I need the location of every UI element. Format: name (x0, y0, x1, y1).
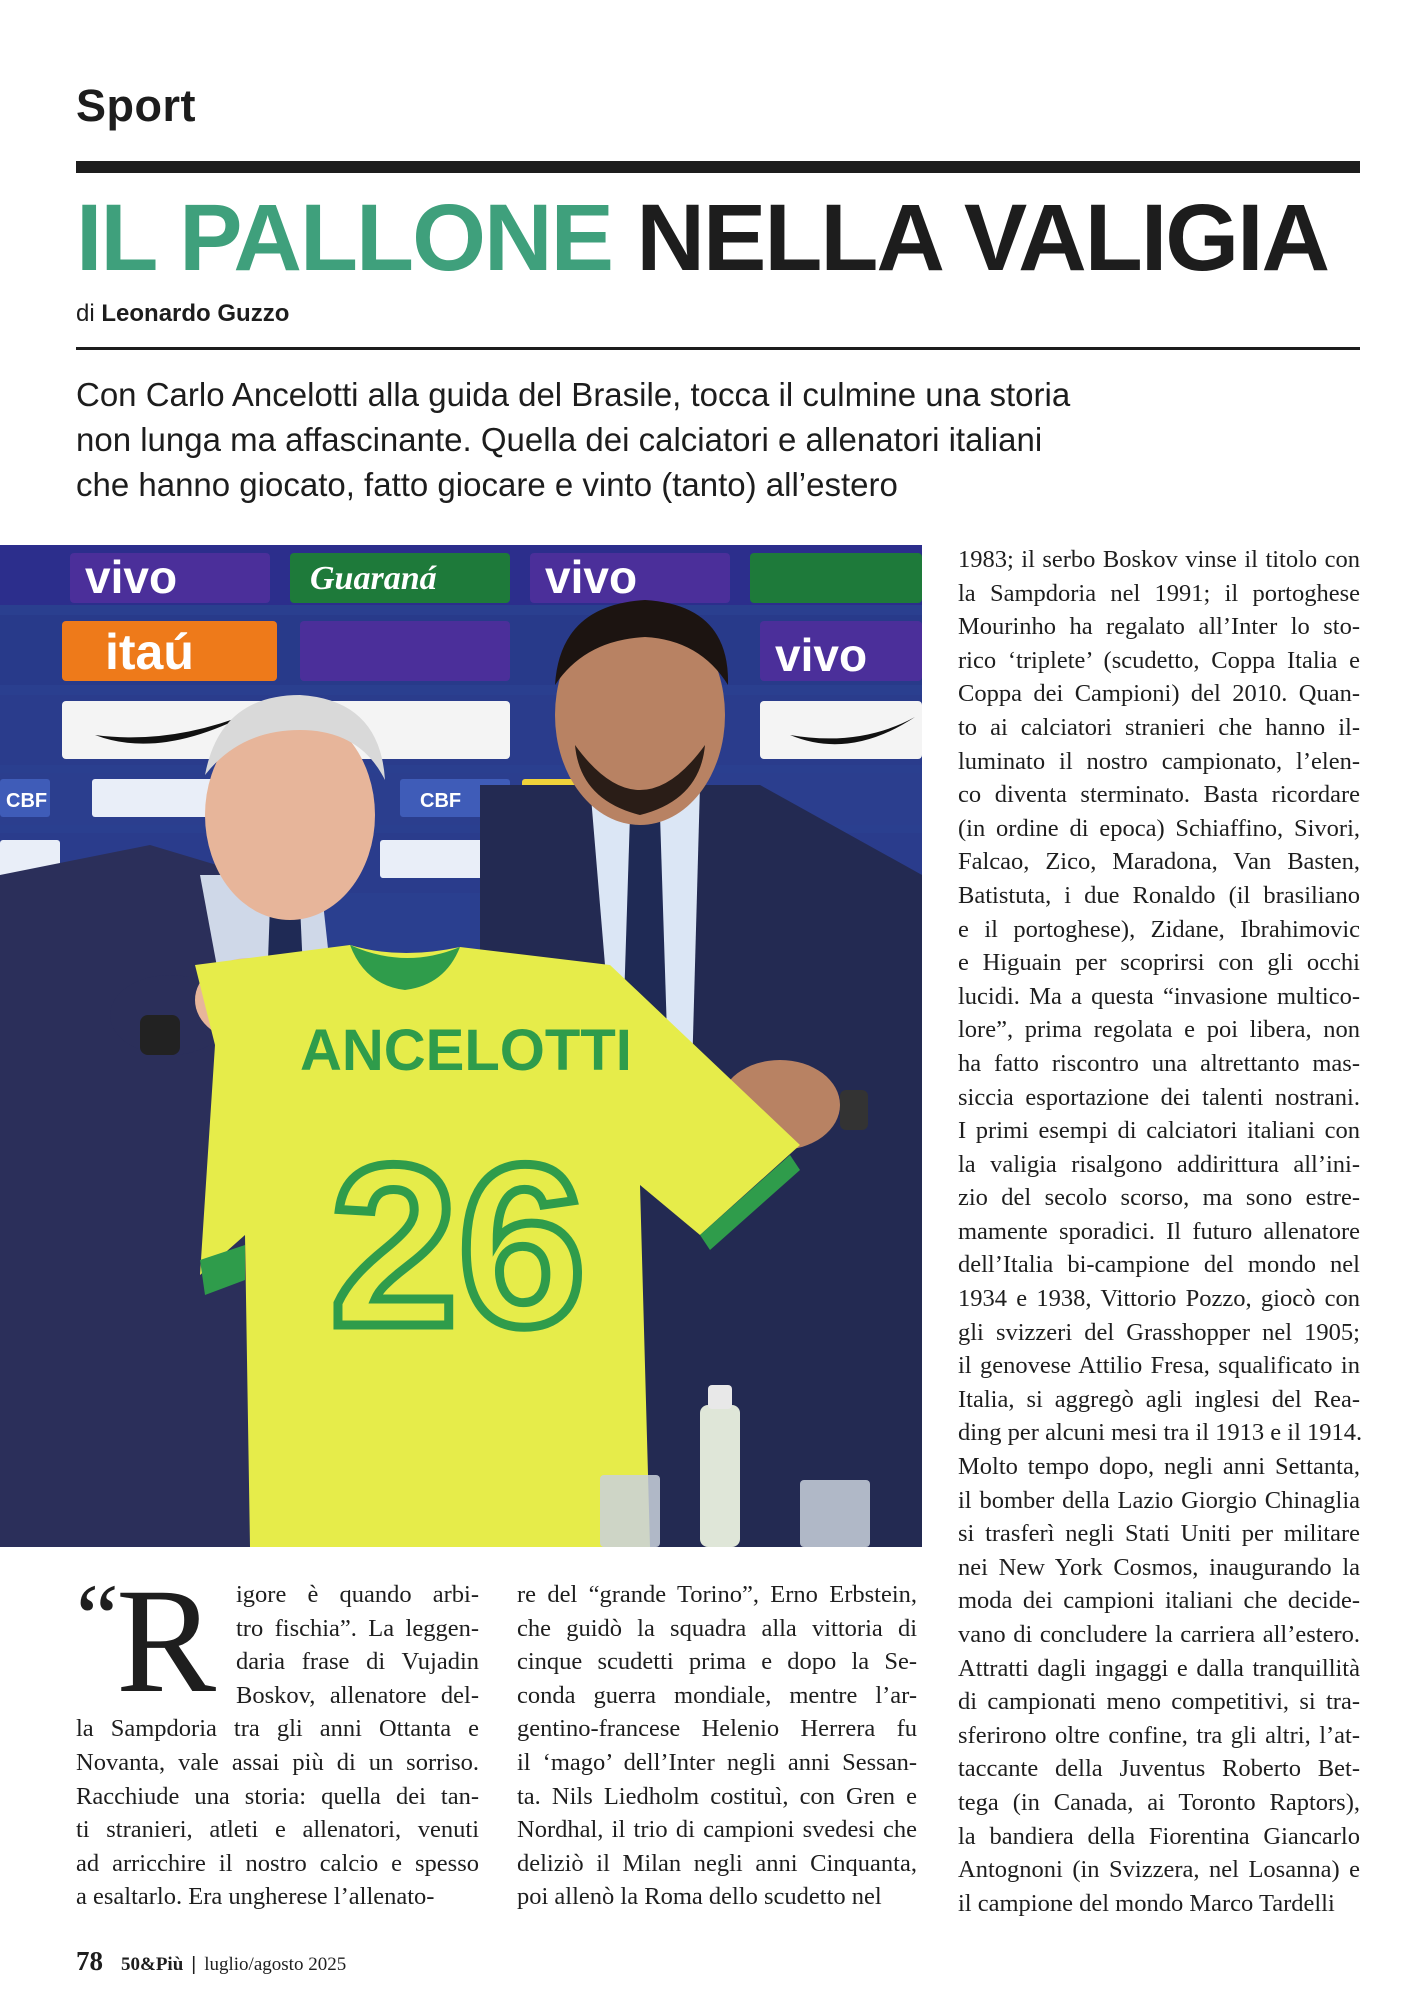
sponsor-logo: Guaraná (310, 560, 437, 597)
sponsor-logo: CBF (6, 790, 48, 812)
article-line: zio del secolo scorso, ma sono estre- (958, 1184, 1360, 1212)
byline (76, 300, 289, 328)
article-line: igore è quando arbi- (236, 1581, 479, 1608)
byline-author: Leonardo Guzzo (101, 300, 290, 327)
sponsor-logo: vivo (775, 629, 868, 681)
article-line: Falcao, Zico, Maradona, Van Basten, (958, 848, 1360, 876)
issue-date: luglio/agosto 2025 (204, 1954, 347, 1975)
article-line: 1983; il serbo Boskov vinse il titolo con (958, 546, 1360, 573)
sponsor-logo: vivo (85, 551, 178, 603)
sponsor-logo: CBF (420, 790, 462, 812)
article-line: tro fischia”. La leggen- (236, 1614, 479, 1642)
article-line: nei New York Cosmos, inaugurando la (958, 1553, 1360, 1581)
article-line: ad arricchire il nostro calcio e spesso (76, 1849, 479, 1877)
article-line: poi allenò la Roma dello scudetto nel (517, 1883, 882, 1911)
article-line: il bomber della Lazio Giorgio Chinaglia (958, 1486, 1360, 1514)
article-line: mamente sporadici. Il futuro allenatore (958, 1217, 1360, 1245)
article-line: rico ‘triplete’ (scudetto, Coppa Italia e (958, 646, 1360, 674)
byline-rule (76, 347, 1360, 350)
article-line: ha fatto riscontro una altrettanto mas- (958, 1049, 1360, 1077)
byline-prefix: di (76, 300, 95, 327)
article-line: conda guerra mondiale, mentre l’ar- (517, 1681, 917, 1709)
article-line: il campione del mondo Marco Tardelli (958, 1889, 1335, 1917)
headline-part1: IL PALLONE (76, 185, 612, 291)
article-line: co diventa sterminato. Basta ricordare (958, 781, 1360, 809)
article-line: ta. Nils Liedholm costituì, con Gren e (517, 1782, 917, 1810)
headline-part2: NELLA VALIGIA (636, 185, 1329, 291)
article-line: che guidò la squadra alla vittoria di (517, 1614, 917, 1642)
article-line: gli svizzeri del Grasshopper nel 1905; (958, 1318, 1360, 1346)
article-line: Attratti dagli ingaggi e dalla tranquillità (958, 1654, 1360, 1682)
section-label: Sport (76, 80, 196, 131)
article-line: il ‘mago’ dell’Inter negli anni Sessan- (517, 1748, 917, 1776)
article-line: lore”, prima regolata e poi libera, non (958, 1016, 1360, 1044)
standfirst-line: non lunga ma affascinante. Quella dei calciatori e allenatori italiani (76, 421, 1043, 458)
article-line: luminato il nostro campionato, l’elen- (958, 747, 1360, 775)
article-line: ti stranieri, atleti e allenatori, venuti (76, 1816, 479, 1844)
article-line: ding per alcuni mesi tra il 1913 e il 1914. (958, 1419, 1363, 1447)
page-number: 78 (76, 1946, 103, 1976)
article-photo (0, 545, 922, 1547)
article-line: dell’Italia bi-campione del mondo nel (958, 1251, 1360, 1279)
article-line: Italia, si aggregò agli inglesi del Rea- (958, 1385, 1360, 1413)
article-line: Coppa dei Campioni) del 2010. Quan- (958, 680, 1360, 708)
article-line: I primi esempi di calciatori italiani con (958, 1117, 1360, 1145)
article-line: Nordhal, il trio di campioni svedesi che (517, 1816, 917, 1844)
article-line: deliziò il Milan negli anni Cinquanta, (517, 1849, 917, 1877)
article-line: di campionati meno competitivi, si tra- (958, 1688, 1360, 1716)
article-line: siccia esportazione dei talenti nostrani. (958, 1083, 1360, 1111)
article-line: il genovese Attilio Fresa, squalificato in (958, 1352, 1360, 1380)
sponsor-logo: vivo (545, 551, 638, 603)
article-line: to ai calciatori stranieri che hanno il- (958, 713, 1360, 741)
article-line: (in ordine di epoca) Schiaffino, Sivori, (958, 814, 1360, 842)
article-line: Novanta, vale assai più di un sorriso. (76, 1748, 479, 1776)
article-line: Boskov, allenatore del- (236, 1681, 479, 1709)
article-line: vano di concludere la carriera all’estero. (958, 1621, 1360, 1648)
jersey-name: ANCELOTTI (300, 1018, 632, 1083)
article-line: e Higuain per scoprirsi con gli occhi (958, 949, 1360, 977)
dropcap-quote: “ (76, 1564, 119, 1671)
article-line: cinque scudetti prima e dopo la Se- (517, 1648, 917, 1676)
article-column-3 (958, 543, 1363, 1920)
article-line: lucidi. Ma a questa “invasione multico- (958, 982, 1360, 1010)
article-line: moda dei campioni italiani che decide- (958, 1587, 1360, 1615)
footer-separator: | (191, 1954, 197, 1975)
article-line: la Sampdoria nel 1991; il portoghese (958, 579, 1360, 607)
article-line: a esaltarlo. Era ungherese l’allenato- (76, 1883, 435, 1911)
article-line: sferirono oltre confine, tra gli altri, l’at- (958, 1721, 1360, 1749)
article-line: daria frase di Vujadin (236, 1648, 479, 1676)
top-rule (76, 161, 1360, 173)
dropcap-letter: R (116, 1558, 217, 1724)
article-line: tega (in Canada, ai Toronto Raptors), (958, 1788, 1360, 1816)
article-line: Racchiude una storia: quella dei tan- (76, 1782, 479, 1810)
standfirst-line: Con Carlo Ancelotti alla guida del Brasile, tocca il culmine una storia (76, 376, 1071, 413)
publication-name: 50&Più (121, 1954, 184, 1975)
page-footer (76, 1946, 346, 1977)
jersey-number: 26 (330, 1117, 586, 1374)
article-line: Molto tempo dopo, negli anni Settanta, (958, 1453, 1360, 1481)
sponsor-logo: itaú (105, 624, 194, 680)
article-line: Antognoni (in Svizzera, nel Losanna) e (958, 1856, 1360, 1884)
headline (76, 185, 1366, 291)
article-line: la Sampdoria tra gli anni Ottanta e (76, 1715, 479, 1743)
article-line: Batistuta, i due Ronaldo (il brasiliano (958, 881, 1360, 909)
article-line: gentino-francese Helenio Herrera fu (517, 1715, 917, 1743)
article-line: re del “grande Torino”, Erno Erbstein, (517, 1581, 917, 1608)
standfirst-line: che hanno giocato, fatto giocare e vinto (tanto) all’estero (76, 466, 898, 503)
article-line: si trasferì negli Stati Uniti per militare (958, 1520, 1360, 1548)
article-column-2 (517, 1578, 917, 1914)
article-line: Mourinho ha regalato all’Inter lo sto- (958, 613, 1360, 641)
article-line: e il portoghese), Zidane, Ibrahimovic (958, 915, 1360, 943)
article-line: la bandiera della Fiorentina Giancarlo (958, 1822, 1360, 1850)
article-column-1 (76, 1578, 479, 1914)
photo-illustration (0, 545, 922, 1547)
standfirst (76, 372, 1336, 507)
article-line: 1934 e 1938, Vittorio Pozzo, giocò con (958, 1285, 1360, 1313)
article-line: la valigia risalgono addirittura all’ini- (958, 1150, 1360, 1178)
article-line: taccante della Juventus Roberto Bet- (958, 1755, 1360, 1783)
